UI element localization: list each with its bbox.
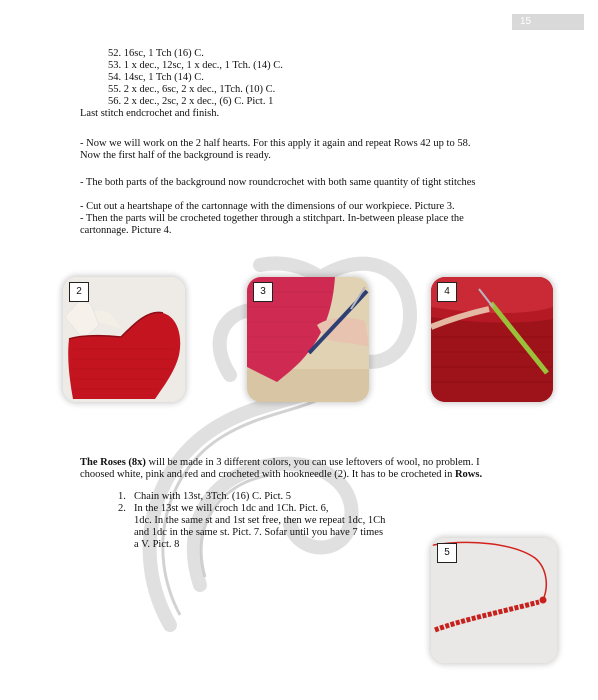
last-stitch-text: Last stitch endcrochet and finish.: [80, 108, 220, 119]
row-55: 55. 2 x dec., 6sc, 2 x dec., 1Tch. (10) C.: [108, 84, 276, 95]
rows-list: [108, 48, 283, 108]
picture-2: [63, 277, 185, 402]
picture-2-label: 2: [69, 282, 89, 302]
roundcrochet-paragraph: - The both parts of the background now roundcrochet with both same quantity of tight stitches: [80, 177, 476, 188]
step-1-line-1: Chain with 13st, 3Tch. (16) C. Pict. 5: [134, 491, 292, 502]
picture-4-label: 4: [437, 282, 457, 302]
step-2-line-3: and 1dc in the same st. Pict. 7. Sofar until you have 7 times: [134, 527, 384, 538]
roses-title: The Roses (8x): [80, 457, 146, 468]
step-2-line-2: 1dc. In the same st and 1st set free, then we repeat 1dc, 1Ch: [134, 515, 386, 526]
roses-text-2: choosed white, pink and red and crocheted with hookneedle (2). It has to be crocheted in: [80, 469, 455, 480]
picture-3: [247, 277, 369, 402]
cartonnage-line-2: - Then the parts will be crocheted together through a stitchpart. In-between please place the: [80, 213, 464, 224]
step-2-line-1: In the 13st we will croch 1dc and 1Ch. Pict. 6,: [134, 503, 329, 514]
cartonnage-line-3: cartonnage. Picture 4.: [80, 225, 172, 236]
row-56: 56. 2 x dec., 2sc, 2 x dec., (6) C. Pict. 1: [108, 96, 274, 107]
picture-5-label: 5: [437, 543, 457, 563]
roses-line-2: [80, 469, 520, 481]
step-1-number: 1.: [118, 491, 126, 502]
roses-line-1: [80, 457, 520, 469]
row-53: 53. 1 x dec., 12sc, 1 x dec., 1 Tch. (14) C.: [108, 60, 283, 71]
step-2-number: 2.: [118, 503, 126, 514]
picture-4: [431, 277, 553, 402]
steps-list: [118, 491, 408, 551]
roses-rows-bold: Rows.: [454, 469, 483, 480]
row-54: 54. 14sc, 1 Tch (14) C.: [108, 72, 204, 83]
picture-5: [431, 538, 557, 663]
step-2-line-4: a V. Pict. 8: [134, 539, 180, 550]
half-hearts-line-1: - Now we will work on the 2 half hearts. For this apply it again and repeat Rows 42 up to 58.: [80, 138, 471, 149]
row-52: 52. 16sc, 1 Tch (16) C.: [108, 48, 204, 59]
roses-text-1: will be made in 3 different colors, you can use leftovers of wool, no problem. I: [145, 457, 480, 468]
cartonnage-line-1: - Cut out a heartshape of the cartonnage with the dimensions of our workpiece. Picture 3.: [80, 201, 455, 212]
half-hearts-line-2: Now the first half of the background is ready.: [80, 150, 271, 161]
roses-paragraph: [80, 457, 520, 481]
cartonnage-paragraph: [80, 201, 510, 237]
half-hearts-paragraph: [80, 138, 510, 162]
step-2: [118, 503, 408, 551]
page-number: 15: [512, 14, 584, 30]
picture-3-label: 3: [253, 282, 273, 302]
step-1: [118, 491, 408, 503]
